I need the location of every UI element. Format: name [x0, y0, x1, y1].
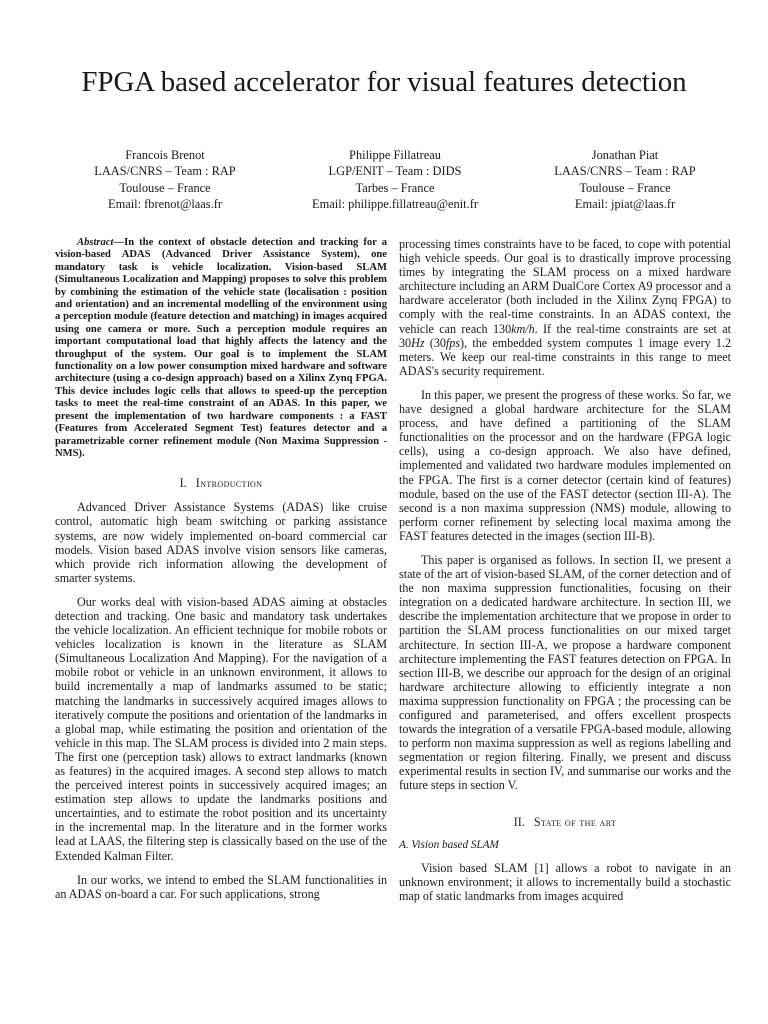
section-number: II.: [513, 814, 525, 829]
abstract: [55, 237, 387, 460]
intro-paragraph-continued: [399, 237, 731, 378]
section-title: State of the art: [533, 814, 617, 829]
author-email[interactable]: Email: fbrenot@laas.fr: [108, 196, 222, 211]
unit-kmh: km/h: [511, 321, 535, 336]
slam-paragraph-1: Vision based SLAM [1] allows a robot to navigate in an unknown environment; it allows to incrementally build a stochastic map of static landmarks from images acquired: [399, 860, 731, 903]
author-name: Philippe Fillatreau: [349, 148, 441, 162]
unit-hz: Hz: [411, 335, 425, 350]
abstract-text: —In the context of obstacle detection and tracking for a vision-based ADAS (Advanced Driver Assistance System), one mandatory task is vehicle localization. Vision-based SLAM (Simultaneous Localization and Mapping) proposes to solve this problem by combining the estimation of the vehicle state (localisation : position and orientation) and an incremental modelling of the environment using a perception module (feature detection and matching) in images acquired using one camera or more. Such a perception module requires an important computational load that highly affects the latency and the throughput of the system. Our goal is to implement the SLAM functionality on a low power consumption mixed hardware and software architecture (using a co-design approach) based on a Xilinx Zynq FPGA. This device includes logic cells that allows to speed-up the perception tasks to meet the real-time constraint of an ADAS. In this paper, we present the implementation of two hardware components : a FAST (Features from Accelerated Segment Test) features detector and a parametrizable corner refinement module (Non Maxima Suppression - NMS).: [55, 237, 387, 459]
paper-title: FPGA based accelerator for visual features detection: [81, 66, 687, 98]
text-run: processing times constraints have to be faced, to cope with potential high vehicle speeds. Our goal is to drastically improve processing times by integrating the SLAM process on a mixed hardware architecture including an ARM DualCore Cortex A9 processor and a hardware accelerator (both included in the Xilinx Zynq FPGA) to comply with the real-time constraints. In an ADAS context, the vehicle can reach 130: [399, 237, 731, 336]
author-affiliation: LAAS/CNRS – Team : RAP: [554, 164, 696, 179]
section-heading-introduction: [55, 476, 387, 490]
author-location: Tarbes – France: [355, 180, 435, 195]
author-1: [60, 147, 270, 212]
text-run: (30: [424, 335, 446, 350]
intro-paragraph-1: Advanced Driver Assistance Systems (ADAS) like cruise control, automatic high beam switching or parking assistance systems, are now widely implemented on-board commercial car models. Vision based ADAS involve vision sensors like cameras, which provide rich information allowing the development of smarter systems.: [55, 500, 387, 585]
intro-paragraph-3: In our works, we intend to embed the SLAM functionalities in an ADAS on-board a car. For such applications, strong: [55, 872, 387, 901]
intro-paragraph-2: Our works deal with vision-based ADAS aiming at obstacles detection and tracking. One basic and mandatory task undertakes the vehicle localization. An efficient technique for mobile robots or vehicles localization is known in the literature as SLAM (Simultaneous Localization And Mapping). For the navigation of a mobile robot or vehicle in an unknown environment, it allows to build incrementally a map of landmarks assumed to be static; matching the landmarks in successively acquired images allows to iteratively compute the positions and orientation of the landmarks in a global map, while estimating the position and orientation of the vehicle in this map. The SLAM process is divided into 2 main steps. The first one (perception task) allows to extract landmarks (known as features) in the acquired images. A second step allows to match the perceived interest points in successively acquired images; an estimation step allows to update the landmarks positions and uncertainties, and to estimate the robot position and its uncertainty in the incremental map. In the literature and in the former works lead at LAAS, the filtering step is classically based on the use of the Extended Kalman Filter.: [55, 594, 387, 863]
text-run: . If the real-time constraints are set at 30: [399, 321, 732, 350]
author-email[interactable]: Email: philippe.fillatreau@enit.fr: [312, 196, 478, 211]
author-block: [60, 147, 730, 212]
author-name: Francois Brenot: [125, 148, 205, 162]
author-2: [290, 147, 500, 212]
author-3: [520, 147, 730, 212]
right-column: [399, 237, 731, 913]
author-location: Toulouse – France: [119, 180, 211, 195]
author-name: Jonathan Piat: [591, 148, 659, 162]
left-column: [55, 237, 387, 911]
section-heading-state-of-art: [399, 815, 731, 829]
author-email[interactable]: Email: jpiat@laas.fr: [574, 196, 676, 211]
author-affiliation: LAAS/CNRS – Team : RAP: [94, 164, 236, 179]
author-location: Toulouse – France: [579, 180, 671, 195]
subsection-heading-vision-slam: A. Vision based SLAM: [399, 838, 499, 851]
intro-paragraph-progress: In this paper, we present the progress of these works. So far, we have designed a global hardware architecture for the SLAM process, and have defined a partitioning of the SLAM functionalities on the processor and on the hardware (FPGA logic cells), using a co-design approach. We also have defined, implemented and validated two hardware modules implemented on the FPGA. The first is a corner detector (certain kind of features) module, based on the use of the FAST detector (section III-A). The second is a non maxima suppression (NMS) module, allowing to perform corner refinement by selecting local maxima among the FAST features detected in the images (section III-B).: [399, 387, 731, 543]
unit-fps: fps: [445, 335, 461, 350]
intro-paragraph-organisation: This paper is organised as follows. In section II, we present a state of the art of vision-based SLAM, of the corner detection and of the non maxima suppression functionalities, focusing on their integration on a dedicated hardware architecture. In section III, we describe the implementation architecture that we propose in order to partition the SLAM process functionalities on our mixed target architecture. In section III-A, we propose a hardware component architecture implementing the FAST features detection on FPGA. In section III-B, we describe our approach for the design of an original hardware architecture allowing to efficiently integrate a non maxima suppression functionality on FPGA ; the processing can be configured and parameterised, and offers excellent prospects towards the integration of a versatile FPGA-based module, allowing to perform non maxima suppression as well as regions labelling and segmentation or region filtering. Finally, we present and discuss experimental results in section IV, and summarise our works and the future steps in section V.: [399, 552, 731, 793]
author-affiliation: LGP/ENIT – Team : DIDS: [328, 164, 462, 179]
section-number: I.: [179, 476, 187, 491]
section-title: Introduction: [195, 476, 263, 491]
text-run: ), the embedded system computes 1 image every 1.2 meters. We keep our real-time constraints in this range to meet ADAS's security requirement.: [399, 335, 731, 378]
abstract-label: Abstract: [77, 237, 114, 248]
